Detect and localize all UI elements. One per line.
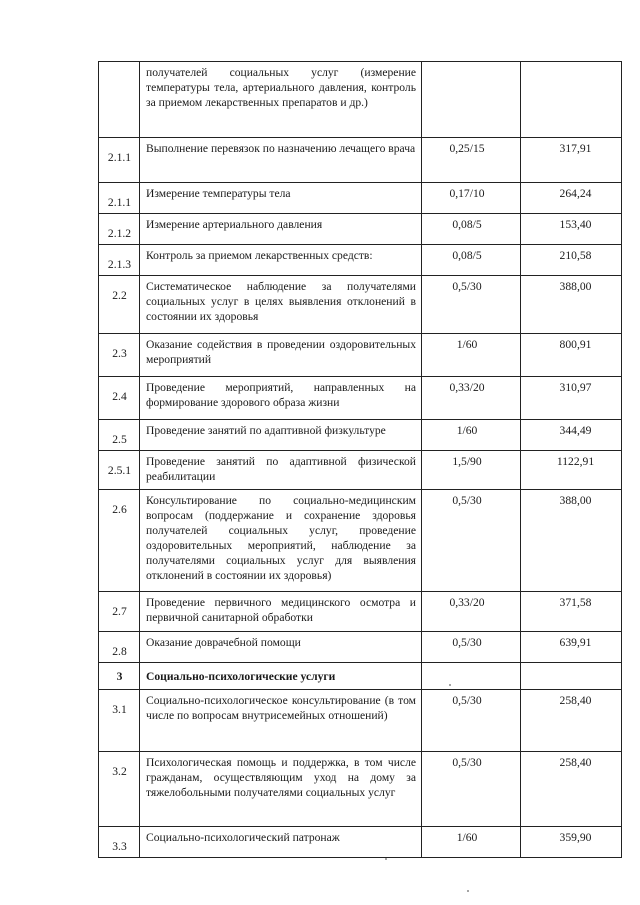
table-row [99, 214, 622, 245]
cell-tariff: 388,00 [521, 276, 622, 334]
cell-time-norm: 1/60 [422, 334, 521, 377]
cell-service-name: Систематическое наблюдение за получателями социальных услуг в целях выявления отклонений в состоянии их здоровья [140, 276, 422, 334]
table-row [99, 752, 622, 827]
cell-tariff: 258,40 [521, 690, 622, 752]
scan-speck [385, 858, 387, 860]
cell-number: 3 [99, 663, 140, 690]
table-row [99, 632, 622, 663]
table-row [99, 334, 622, 377]
cell-service-name: Контроль за приемом лекарственных средств: [140, 245, 422, 276]
cell-time-norm [422, 62, 521, 138]
cell-number: 2.7 [99, 592, 140, 632]
cell-tariff: 639,91 [521, 632, 622, 663]
cell-service-name: Проведение мероприятий, направленных на формирование здорового образа жизни [140, 377, 422, 420]
cell-number: 2.5.1 [99, 451, 140, 490]
cell-tariff: 388,00 [521, 490, 622, 592]
cell-number: 3.2 [99, 752, 140, 827]
cell-service-name: Проведение занятий по адаптивной физической реабилитации [140, 451, 422, 490]
cell-tariff: 310,97 [521, 377, 622, 420]
cell-time-norm: 0,17/10 [422, 183, 521, 214]
cell-tariff [521, 62, 622, 138]
cell-service-name: Проведение первичного медицинского осмотра и первичной санитарной обработки [140, 592, 422, 632]
table-row [99, 377, 622, 420]
cell-service-name: Проведение занятий по адаптивной физкультуре [140, 420, 422, 451]
cell-number: 3.1 [99, 690, 140, 752]
cell-service-name: получателей социальных услуг (измерение температуры тела, артериального давления, контроль за приемом лекарственных препаратов и др.) [140, 62, 422, 138]
cell-service-name: Социально-психологическое консультирование (в том числе по вопросам внутрисемейных отношений) [140, 690, 422, 752]
section-row [99, 663, 622, 690]
cell-service-name: Психологическая помощь и поддержка, в том числе гражданам, осуществляющим уход на дому за тяжелобольными получателями социальных услуг [140, 752, 422, 827]
tariff-table [98, 61, 622, 858]
cell-number: 2.1.1 [99, 183, 140, 214]
table-row [99, 245, 622, 276]
cell-number: 2.6 [99, 490, 140, 592]
cell-time-norm: 0,08/5 [422, 245, 521, 276]
cell-number: 3.3 [99, 827, 140, 858]
cell-time-norm: 0,5/30 [422, 276, 521, 334]
cell-time-norm: 0,5/30 [422, 490, 521, 592]
cell-time-norm: 0,08/5 [422, 214, 521, 245]
table-row [99, 827, 622, 858]
cell-tariff: 210,58 [521, 245, 622, 276]
cell-service-name: Измерение артериального давления [140, 214, 422, 245]
table-row [99, 592, 622, 632]
cell-tariff: 258,40 [521, 752, 622, 827]
cell-tariff: 264,24 [521, 183, 622, 214]
cell-time-norm: 0,5/30 [422, 632, 521, 663]
cell-number: 2.5 [99, 420, 140, 451]
cell-tariff: 344,49 [521, 420, 622, 451]
cell-service-name: Социально-психологические услуги [140, 663, 422, 690]
cell-number: 2.3 [99, 334, 140, 377]
cell-tariff: 371,58 [521, 592, 622, 632]
cell-tariff: 153,40 [521, 214, 622, 245]
cell-number [99, 62, 140, 138]
cell-time-norm: 1/60 [422, 420, 521, 451]
cell-number: 2.4 [99, 377, 140, 420]
table-row [99, 451, 622, 490]
cell-tariff: 800,91 [521, 334, 622, 377]
cell-tariff: 1122,91 [521, 451, 622, 490]
cell-service-name: Социально-психологический патронаж [140, 827, 422, 858]
cell-tariff: 359,90 [521, 827, 622, 858]
cell-service-name: Консультирование по социально-медицинским вопросам (поддержание и сохранение здоровья получателей социальных услуг, проведение оздоровительных мероприятий, наблюдение за получателями социальных услуг для выявления отклонений в состоянии их здоровья) [140, 490, 422, 592]
cell-time-norm: 1,5/90 [422, 451, 521, 490]
cell-number: 2.8 [99, 632, 140, 663]
cell-tariff [521, 663, 622, 690]
table-row [99, 183, 622, 214]
cell-time-norm: 0,25/15 [422, 138, 521, 183]
tariff-table-body [99, 62, 622, 858]
cell-service-name: Измерение температуры тела [140, 183, 422, 214]
cell-time-norm: 0,33/20 [422, 377, 521, 420]
cell-number: 2.2 [99, 276, 140, 334]
table-row [99, 420, 622, 451]
table-row [99, 276, 622, 334]
table-row [99, 690, 622, 752]
table-row [99, 62, 622, 138]
scan-speck [449, 684, 451, 686]
cell-time-norm: 1/60 [422, 827, 521, 858]
cell-number: 2.1.2 [99, 214, 140, 245]
cell-time-norm [422, 663, 521, 690]
table-row [99, 138, 622, 183]
cell-time-norm: 0,5/30 [422, 690, 521, 752]
cell-service-name: Оказание доврачебной помощи [140, 632, 422, 663]
cell-service-name: Выполнение перевязок по назначению лечащего врача [140, 138, 422, 183]
cell-tariff: 317,91 [521, 138, 622, 183]
scan-speck [467, 890, 469, 892]
cell-service-name: Оказание содействия в проведении оздоровительных мероприятий [140, 334, 422, 377]
table-row [99, 490, 622, 592]
cell-number: 2.1.3 [99, 245, 140, 276]
cell-number: 2.1.1 [99, 138, 140, 183]
cell-time-norm: 0,5/30 [422, 752, 521, 827]
cell-time-norm: 0,33/20 [422, 592, 521, 632]
